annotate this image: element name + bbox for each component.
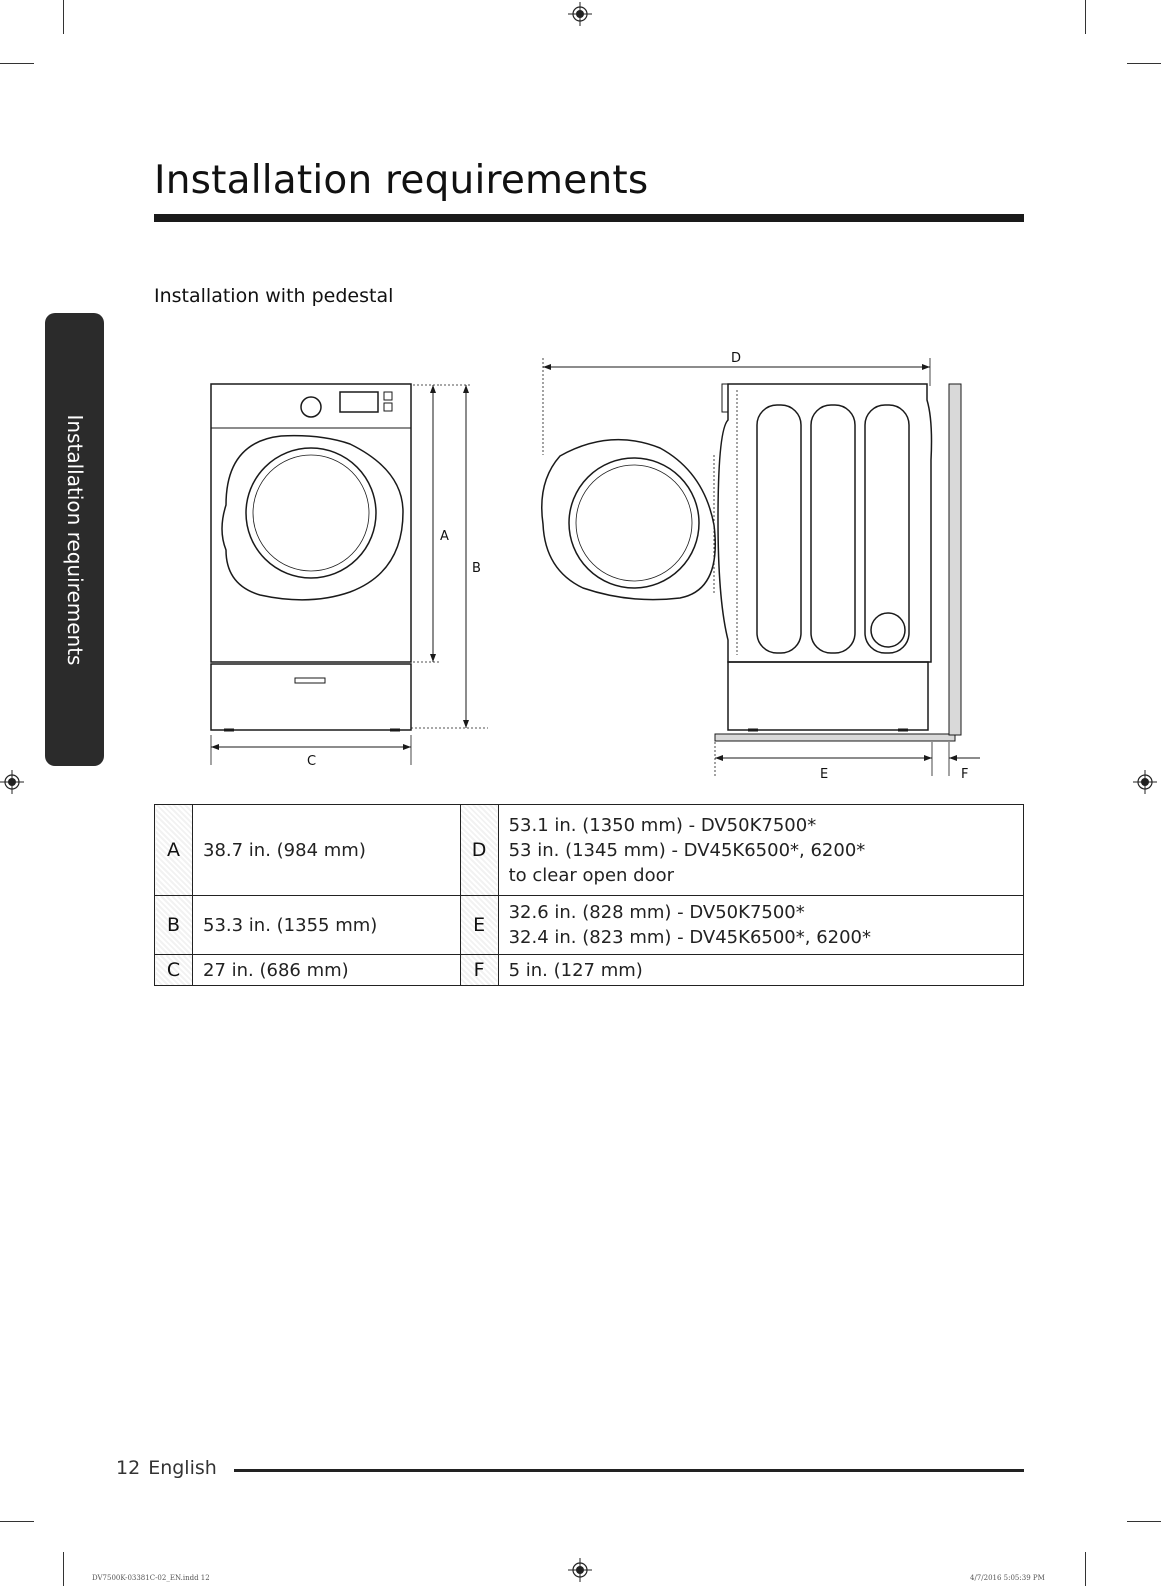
dim-value-cell: 27 in. (686 mm) [193, 955, 461, 986]
dim-value-line: 53 in. (1345 mm) - DV45K6500*, 6200* [508, 839, 866, 861]
print-slug-file: DV7500K-03381C-02_EN.indd 12 [92, 1574, 210, 1582]
table-row [155, 805, 1024, 896]
side-front-control [722, 384, 728, 412]
dim-key-cell: F [460, 955, 498, 986]
dim-value-cell: 38.7 in. (984 mm) [193, 805, 461, 896]
dim-value-line: 5 in. (127 mm) [508, 959, 643, 981]
table-row [155, 955, 1024, 986]
dim-arrowhead [211, 744, 219, 750]
dim-label-b: B [472, 561, 481, 576]
front-display [340, 392, 378, 412]
dim-value-line: to clear open door [508, 864, 675, 886]
side-open-door [542, 440, 716, 600]
dim-arrowhead [949, 755, 957, 761]
front-dial [301, 397, 321, 417]
front-door-glass [246, 448, 376, 578]
front-button [384, 403, 392, 411]
dim-value-cell [498, 955, 1023, 986]
dim-value-line: 53.1 in. (1350 mm) - DV50K7500* [508, 814, 817, 836]
dim-value-line: 32.6 in. (828 mm) - DV50K7500* [508, 902, 805, 923]
page-title: Installation requirements [154, 158, 649, 203]
dim-arrowhead [715, 755, 723, 761]
dim-value-line: 32.4 in. (823 mm) - DV45K6500*, 6200* [508, 927, 872, 948]
dim-arrowhead [922, 364, 930, 370]
side-door-glass [569, 458, 699, 588]
dim-arrowhead [430, 385, 436, 393]
side-panel-rib [865, 405, 909, 653]
dim-label-c: C [307, 754, 317, 769]
dim-key-cell: E [460, 896, 498, 955]
crop-mark [1127, 1521, 1161, 1522]
front-button [384, 392, 392, 400]
side-tab-label: Installation requirements [62, 414, 87, 665]
crop-mark [1085, 1552, 1086, 1586]
front-dryer-body [211, 384, 411, 662]
front-pedestal-handle [295, 678, 325, 683]
dimension-table [154, 804, 1024, 986]
registration-mark-icon [568, 1558, 592, 1582]
dim-arrowhead [924, 755, 932, 761]
dim-arrowhead [463, 720, 469, 728]
dim-arrowhead [430, 654, 436, 662]
dim-key-cell: D [460, 805, 498, 896]
side-door-glass-inner [576, 465, 692, 581]
side-panel-rib [811, 405, 855, 653]
side-dryer-body [718, 384, 932, 662]
side-pedestal [728, 662, 928, 730]
footer-rule [234, 1469, 1024, 1472]
crop-mark [0, 1521, 34, 1522]
dim-arrowhead [403, 744, 411, 750]
side-panel-rib [757, 405, 801, 653]
table-row [155, 896, 1024, 955]
front-door-glass-inner [253, 455, 369, 571]
section-subtitle: Installation with pedestal [154, 285, 394, 307]
dim-label-d: D [731, 351, 742, 366]
dim-value-cell: 53.3 in. (1355 mm) [193, 896, 461, 955]
front-pedestal [211, 664, 411, 730]
dim-label-e: E [820, 767, 829, 782]
side-vent [871, 613, 905, 647]
dim-arrowhead [543, 364, 551, 370]
dim-value-cell [498, 805, 1023, 896]
dim-arrowhead [463, 385, 469, 393]
dim-key-cell: B [155, 896, 193, 955]
dim-key-cell: C [155, 955, 193, 986]
floor [715, 734, 955, 741]
footer-language: English [148, 1457, 217, 1479]
dim-label-a: A [440, 529, 449, 544]
page-footer [116, 1457, 217, 1479]
dim-key-cell: A [155, 805, 193, 896]
dim-label-f: F [961, 767, 969, 782]
print-slug-date: 4/7/2016 5:05:39 PM [970, 1574, 1045, 1582]
wall [949, 384, 961, 735]
page-number: 12 [116, 1457, 141, 1479]
crop-mark [63, 1552, 64, 1586]
dim-value-cell [498, 896, 1023, 955]
